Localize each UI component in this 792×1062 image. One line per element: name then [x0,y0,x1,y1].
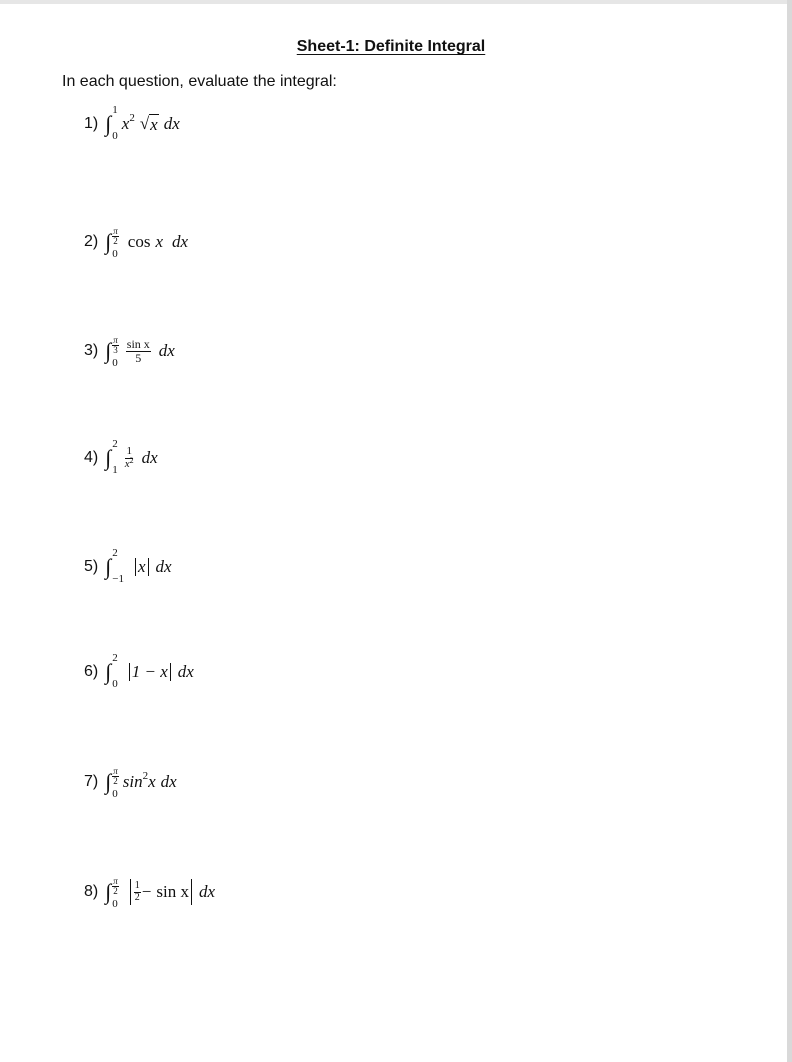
square-root [140,114,159,135]
question-8 [84,872,215,912]
integral-limits [112,547,124,585]
question-3 [84,331,175,371]
exponent: 2 [129,112,135,124]
integral-limits [112,104,118,142]
question-number: 4) [84,449,99,466]
integral-with-limits [105,335,119,369]
question-6 [84,652,194,692]
integral-expression [105,104,180,142]
integral-sign: ∫ [105,445,112,470]
absolute-bar-left [135,558,136,576]
integral-with-limits [105,652,118,690]
variable-x: x [121,114,130,133]
question-4 [84,438,158,478]
upper-limit-numerator: π [113,876,118,886]
differential: dx [160,772,177,791]
function-name: cos [127,232,151,251]
integral-sign: ∫ [105,879,112,904]
lower-limit: 0 [112,898,118,910]
lower-limit: 0 [112,130,118,142]
question-number: 7) [84,773,99,790]
differential: dx [141,448,158,467]
upper-limit-denominator: 2 [113,886,118,897]
page-title [0,38,782,56]
radicand: x [150,114,158,134]
upper-limit: 2 [112,652,118,664]
question-number: 1) [84,115,99,132]
integral-expression [105,335,175,369]
question-number: 3) [84,342,99,359]
absolute-bar-right [170,663,171,681]
variable-x: x [155,232,163,251]
fraction [124,446,135,470]
question-number: 5) [84,558,99,575]
numerator: 1 [126,444,132,457]
lower-limit: −1 [112,573,124,585]
numerator: sin x [126,336,150,351]
absolute-bar-right [191,879,192,905]
differential: dx [177,662,194,681]
question-2 [84,222,188,262]
upper-limit [112,877,119,897]
integral-limits [112,876,119,910]
absolute-content: 1 − x [131,662,168,681]
top-border [0,0,792,4]
integral-limits [112,438,118,476]
integral-sign: ∫ [105,769,112,794]
upper-limit [112,336,119,356]
integral-with-limits [105,438,118,476]
integral-expression [105,766,177,800]
question-number: 8) [84,883,99,900]
variable-x: x [148,772,156,791]
denominator: 5 [135,350,142,365]
integral-sign: ∫ [105,554,112,579]
question-5 [84,547,172,587]
differential: dx [155,557,172,576]
integral-limits [112,766,119,800]
upper-limit-numerator: π [113,766,118,776]
minus-sign: − [141,882,152,901]
integral-with-limits [105,547,124,585]
radical-sign: √ [139,113,150,133]
question-1 [84,104,180,144]
sine-term: sin x [156,882,189,901]
upper-limit-numerator: π [113,335,118,345]
lower-limit: 0 [112,357,118,369]
upper-limit-numerator: π [113,226,118,236]
integral-with-limits [105,104,118,142]
integral-with-limits [105,876,119,910]
absolute-bar-right [148,558,149,576]
integral-limits [112,226,119,260]
integral-expression [105,652,194,690]
integral-limits [112,335,119,369]
page-title-text: Sheet-1: Definite Integral [296,38,486,55]
integral-sign: ∫ [105,111,112,136]
integral-sign: ∫ [105,338,112,363]
question-number: 2) [84,233,99,250]
variable-x: x [137,557,146,576]
differential: dx [163,114,180,133]
absolute-bar-left [129,663,130,681]
integral-sign: ∫ [105,229,112,254]
question-number: 6) [84,663,99,680]
denominator: 2 [134,891,140,903]
lower-limit: 0 [112,248,118,260]
upper-limit-denominator: 2 [113,236,118,247]
upper-limit: 2 [112,547,118,559]
fraction [126,338,151,364]
upper-limit: 1 [112,104,118,116]
right-scroll-edge [787,0,792,1062]
numerator: 1 [134,880,140,891]
integral-expression [105,438,158,476]
denominator [124,455,135,471]
differential: dx [172,232,189,251]
integral-with-limits [105,766,119,800]
integral-expression [105,226,189,260]
upper-limit [112,767,119,787]
fraction [134,881,141,903]
exponent: 2 [142,770,149,782]
upper-limit-denominator: 3 [113,345,118,356]
variable-x: x [124,457,130,470]
exponent: 2 [129,455,134,465]
differential: dx [198,882,216,901]
integral-sign: ∫ [105,659,112,684]
absolute-bar-left [130,879,131,905]
lower-limit: 0 [112,678,118,690]
upper-limit: 2 [112,438,118,450]
question-7 [84,762,177,802]
upper-limit [112,227,119,247]
lower-limit: 1 [112,464,118,476]
function-name: sin [122,772,143,791]
integral-expression [105,876,216,910]
lower-limit: 0 [112,788,118,800]
instruction-text: In each question, evaluate the integral: [62,73,337,90]
integral-expression [105,547,172,585]
differential: dx [158,341,175,360]
integral-with-limits [105,226,119,260]
integral-limits [112,652,118,690]
upper-limit-denominator: 2 [113,776,118,787]
